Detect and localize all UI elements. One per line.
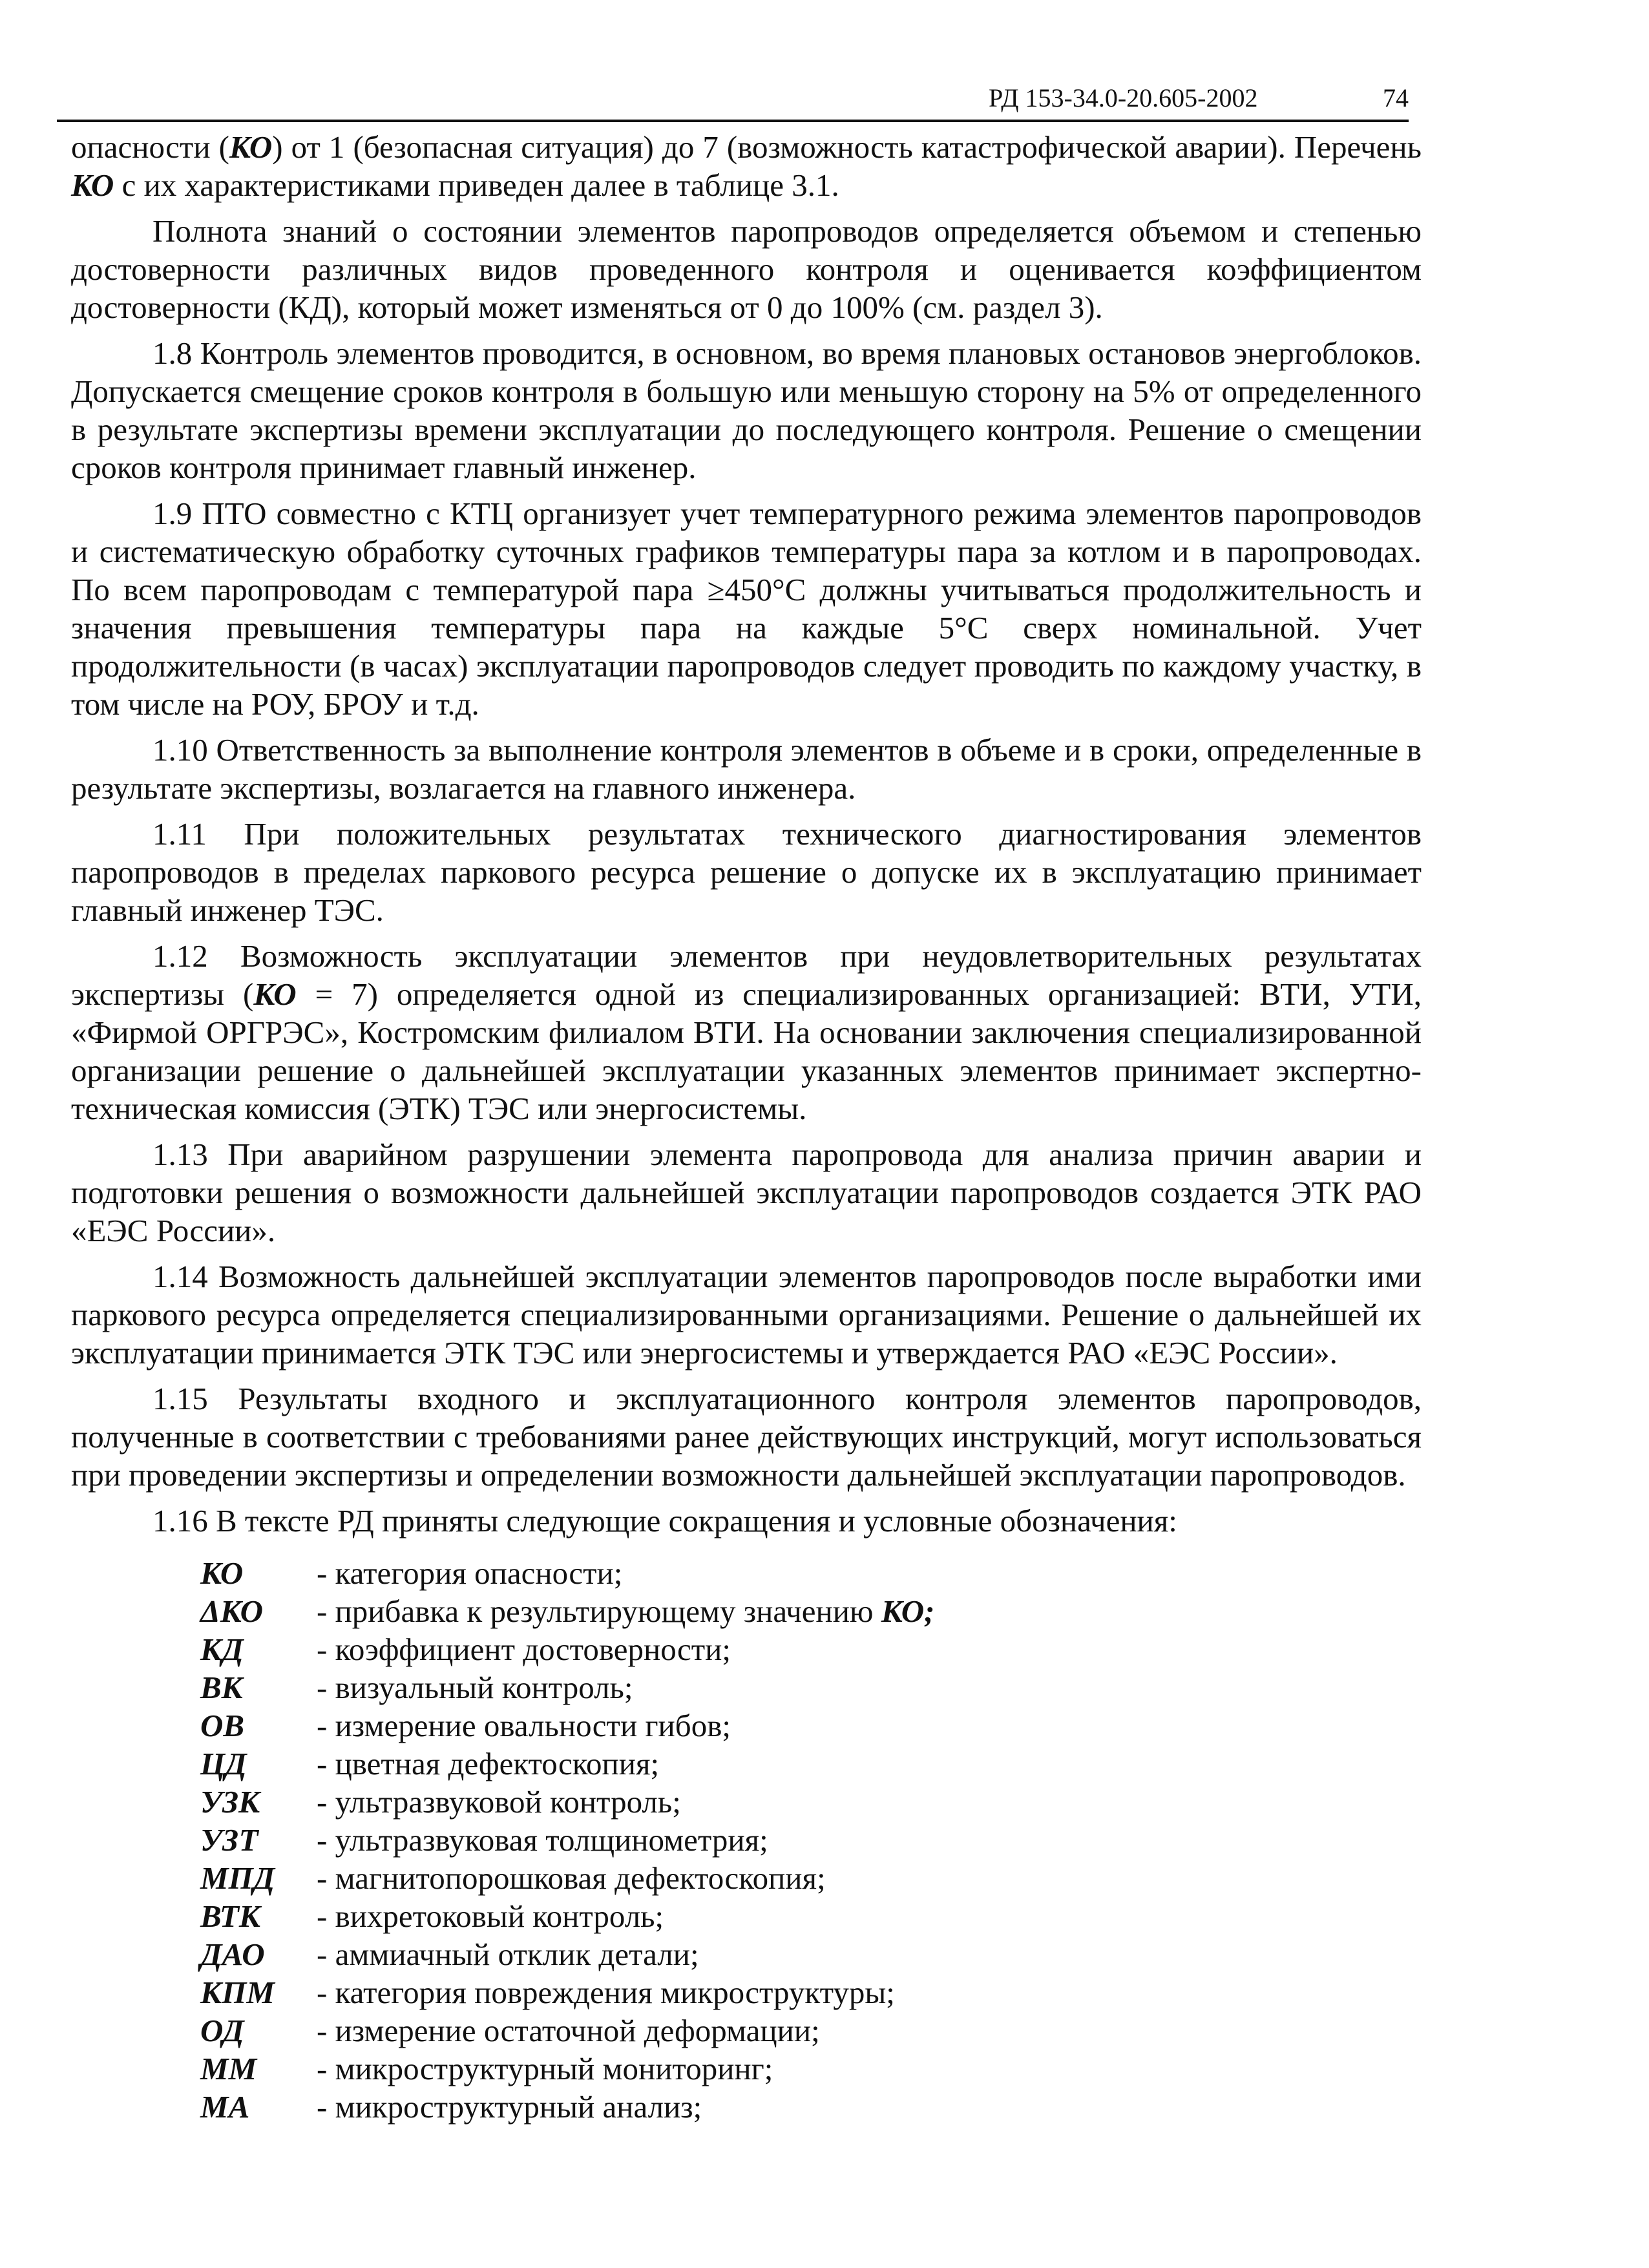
abbreviation-row: [200, 1592, 1422, 1630]
abbreviation-code: ДАО: [200, 1937, 265, 1972]
abbreviation-code: ОВ: [200, 1708, 245, 1743]
abbreviation-code: УЗТ: [200, 1822, 258, 1858]
paragraph-1-14: 1.14 Возможность дальнейшей эксплуатации элементов паропроводов после выработки ими паркового ресурса определяется специализированными организациями. Решение о дальнейшей их эксплуатации принимается ЭТК ТЭС или энергосистемы и утверждается РАО «ЕЭС России».: [71, 1259, 1422, 1370]
abbreviation-list: [200, 1554, 1422, 2126]
paragraph-continuation: опасности (КО) от 1 (безопасная ситуация) до 7 (возможность катастрофической аварии). Перечень КО с их характеристиками приведен далее в таблице 3.1.: [71, 129, 1422, 203]
paragraph-knowledge-completeness: Полнота знаний о состоянии элементов паропроводов определяется объемом и степенью достоверности различных видов проведенного контроля и оценивается коэффициентом достоверности (КД), который может изменяться от 0 до 100% (см. раздел 3).: [71, 213, 1422, 325]
abbreviation-code: ММ: [200, 2051, 257, 2086]
abbreviation-definition: - аммиачный отклик детали;: [317, 1937, 699, 1972]
abbreviation-code: ЦД: [200, 1746, 247, 1781]
abbreviation-row: [200, 2011, 1422, 2050]
paragraph-1-9: 1.9 ПТО совместно с КТЦ организует учет температурного режима элементов паропроводов и систематическую обработку суточных графиков температуры пара за котлом и в паропроводах. По всем паропроводам с температурой пара ≥450°С должны учитываться продолжительность и значения превышения температуры пара на каждые 5°С сверх номинальной. Учет продолжительности (в часах) эксплуатации паропроводов следует проводить по каждому участку, в том числе на РОУ, БРОУ и т.д.: [71, 496, 1422, 722]
abbreviation-definition: - коэффициент достоверности;: [317, 1632, 731, 1667]
abbreviation-row: [200, 1973, 1422, 2011]
paragraph-1-16: 1.16 В тексте РД приняты следующие сокращения и условные обозначения:: [152, 1503, 1177, 1538]
abbreviation-definition: - магнитопорошковая дефектоскопия;: [317, 1860, 826, 1896]
abbreviation-row: [200, 1859, 1422, 1897]
abbreviation-definition: - микроструктурный анализ;: [317, 2089, 702, 2125]
paragraph-1-8: 1.8 Контроль элементов проводится, в основном, во время плановых остановов энергоблоков. Допускается смещение сроков контроля в большую или меньшую сторону на 5% от определенного в результате экспертизы времени эксплуатации до последующего контроля. Решение о смещении сроков контроля принимает главный инженер.: [71, 335, 1422, 485]
abbreviation-definition: - измерение остаточной деформации;: [317, 2013, 820, 2048]
abbreviation-code: МПД: [200, 1860, 275, 1896]
document-body: [71, 128, 1422, 2126]
abbreviation-definition: - прибавка к результирующему значению КО;: [317, 1593, 935, 1629]
abbreviation-row: [200, 2088, 1422, 2126]
abbreviation-code: ОД: [200, 2013, 244, 2048]
paragraph-1-10: 1.10 Ответственность за выполнение контроля элементов в объеме и в сроки, определенные в результате экспертизы, возлагается на главного инженера.: [71, 732, 1422, 806]
document-code: РД 153-34.0-20.605-2002: [989, 83, 1258, 112]
abbreviation-row: [200, 2050, 1422, 2088]
abbreviation-definition: - микроструктурный мониторинг;: [317, 2051, 773, 2086]
abbreviation-definition: - визуальный контроль;: [317, 1670, 633, 1705]
abbreviation-row: [200, 1706, 1422, 1745]
paragraph-1-11: 1.11 При положительных результатах технического диагностирования элементов паропроводов в пределах паркового ресурса решение о допуске их в эксплуатацию принимает главный инженер ТЭС.: [71, 816, 1422, 928]
abbreviation-code: УЗК: [200, 1784, 260, 1820]
abbreviation-row: [200, 1668, 1422, 1706]
abbreviation-definition: - категория повреждения микроструктуры;: [317, 1975, 895, 2010]
abbreviation-code: ВТК: [200, 1898, 261, 1934]
paragraph-1-13: 1.13 При аварийном разрушении элемента паропровода для анализа причин аварии и подготовки решения о возможности дальнейшей эксплуатации паропроводов создается ЭТК РАО «ЕЭС России».: [71, 1137, 1422, 1248]
abbreviation-definition: - измерение овальности гибов;: [317, 1708, 731, 1743]
abbreviation-row: [200, 1630, 1422, 1668]
abbreviation-row: [200, 1783, 1422, 1821]
abbreviation-definition: - цветная дефектоскопия;: [317, 1746, 660, 1781]
page-number: 74: [1383, 83, 1409, 112]
abbreviation-definition: - ультразвуковой контроль;: [317, 1784, 681, 1820]
abbreviation-row: [200, 1554, 1422, 1592]
page-header: [989, 83, 1409, 113]
abbreviation-code: МА: [200, 2089, 250, 2125]
abbreviation-code: КПМ: [200, 1975, 275, 2010]
abbreviation-row: [200, 1745, 1422, 1783]
abbreviation-row: [200, 1821, 1422, 1859]
abbreviation-code: КО: [200, 1555, 244, 1591]
abbreviation-row: [200, 1897, 1422, 1935]
abbreviation-code: ВК: [200, 1670, 243, 1705]
header-divider: [57, 120, 1409, 122]
abbreviation-definition: - категория опасности;: [317, 1555, 623, 1591]
abbreviation-code: ΔКО: [200, 1593, 264, 1629]
paragraph-1-15: 1.15 Результаты входного и эксплуатационного контроля элементов паропроводов, полученные в соответствии с требованиями ранее действующих инструкций, могут использоваться при проведении экспертизы и определении возможности дальнейшей эксплуатации паропроводов.: [71, 1381, 1422, 1493]
abbreviation-definition: - вихретоковый контроль;: [317, 1898, 664, 1934]
abbreviation-definition: - ультразвуковая толщинометрия;: [317, 1822, 768, 1858]
abbreviation-row: [200, 1935, 1422, 1973]
abbreviation-code: КД: [200, 1632, 244, 1667]
paragraph-1-12: 1.12 Возможность эксплуатации элементов при неудовлетворительных результатах экспертизы (КО = 7) определяется одной из специализированных организацией: ВТИ, УТИ, «Фирмой ОРГРЭС», Костромским филиалом ВТИ. На основании заключения специализированной организации решение о дальнейшей эксплуатации указанных элементов принимает экспертно-техническая комиссия (ЭТК) ТЭС или энергосистемы.: [71, 938, 1422, 1126]
